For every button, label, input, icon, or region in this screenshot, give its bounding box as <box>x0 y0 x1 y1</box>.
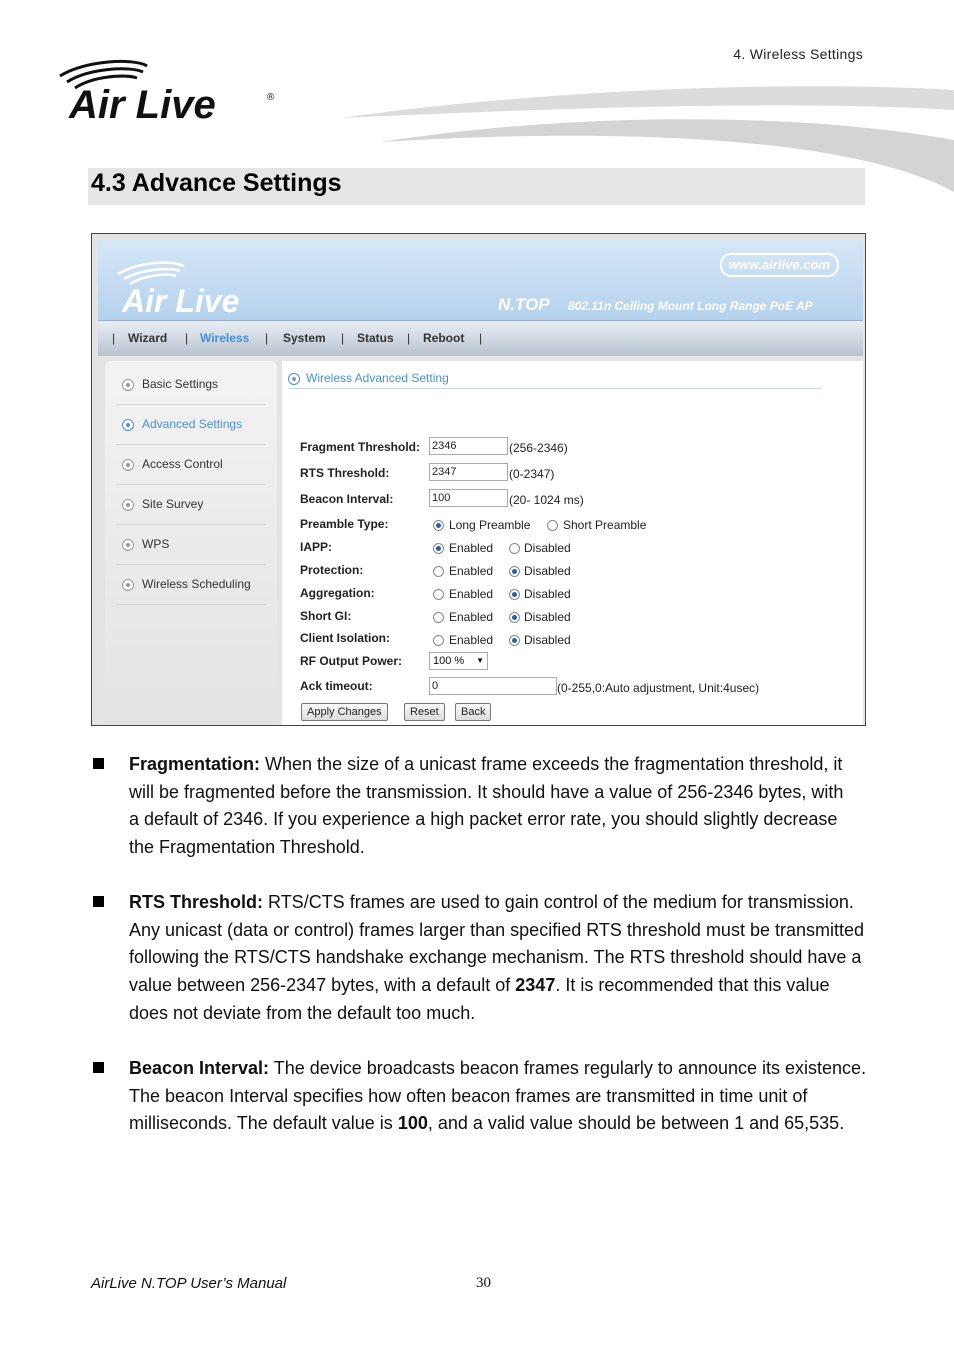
text-rts-2: . It is recommended that this value does not deviate from the default too much. <box>129 975 830 1023</box>
sidebar-item-label: Basic Settings <box>142 377 219 391</box>
nav-reboot[interactable]: Reboot <box>423 331 465 345</box>
paragraph-beacon <box>129 1055 874 1138</box>
label-client-isolation: Client Isolation: <box>300 631 390 645</box>
sidebar-item-label: Access Control <box>142 457 223 471</box>
rts-default-value: 2347 <box>515 975 556 996</box>
airlive-logo <box>55 58 285 124</box>
label-fragment-threshold: Fragment Threshold: <box>300 440 421 454</box>
sidebar-item-label: Wireless Scheduling <box>142 577 251 591</box>
label-aggregation: Aggregation: <box>300 586 375 600</box>
radio-label: Enabled <box>449 610 494 624</box>
radio-short-gi-enabled[interactable] <box>433 612 444 623</box>
fragment-threshold-hint: (256-2346) <box>509 441 568 455</box>
bullet-icon <box>122 459 134 471</box>
website-link[interactable]: www.airlive.com <box>720 253 839 277</box>
sidebar-item-basic-settings[interactable] <box>116 364 266 405</box>
radio-iapp-disabled[interactable] <box>509 543 520 554</box>
nav-separator: | <box>112 331 116 345</box>
radio-label: Enabled <box>449 587 494 601</box>
nav-separator: | <box>341 331 345 345</box>
device-logo <box>114 260 294 320</box>
chevron-down-icon: ▼ <box>476 656 484 665</box>
sidebar-item-site-survey[interactable] <box>116 484 266 525</box>
bullet-icon <box>122 499 134 511</box>
ack-timeout-hint: (0-255,0:Auto adjustment, Unit:4usec) <box>557 681 760 695</box>
rf-output-power-select[interactable] <box>429 652 488 670</box>
product-description: 802.11n Ceiling Mount Long Range PoE AP <box>568 299 813 313</box>
label-beacon-interval: Beacon Interval: <box>300 492 394 506</box>
paragraph-fragmentation <box>129 751 849 862</box>
label-rf-output-power: RF Output Power: <box>300 654 402 668</box>
term-rts: RTS Threshold: <box>129 892 263 912</box>
beacon-interval-input[interactable]: 100 <box>429 489 508 507</box>
text-rts-1: RTS/CTS frames are used to gain control of the medium for transmission. Any unicast (data or control) frames larger than specified RTS threshold must be transmitted following the RTS/CTS handshake exchange mechanism. The RTS threshold should have a value between 256-2347 bytes, with a default of <box>129 892 865 996</box>
bullet-icon <box>288 373 300 385</box>
content-title <box>288 371 449 385</box>
radio-isolation-enabled[interactable] <box>433 635 444 646</box>
term-fragmentation: Fragmentation: <box>129 754 261 774</box>
label-iapp: IAPP: <box>300 540 333 554</box>
nav-wireless[interactable]: Wireless <box>200 331 250 345</box>
radio-label: Enabled <box>449 564 494 578</box>
rts-threshold-input[interactable]: 2347 <box>429 463 508 481</box>
sidebar-item-access-control[interactable] <box>116 444 266 485</box>
sidebar-item-advanced-settings[interactable] <box>116 404 266 445</box>
bullet-icon <box>122 539 134 551</box>
paragraph-rts <box>129 889 869 1028</box>
radio-protection-enabled[interactable] <box>433 566 444 577</box>
sidebar-item-wireless-scheduling[interactable] <box>116 564 266 605</box>
svg-text:®: ® <box>267 92 275 103</box>
radio-label: Short Preamble <box>563 518 647 532</box>
text-fragmentation: When the size of a unicast frame exceeds the fragmentation threshold, it will be fragmented before the transmission. It should have a value of 256-2346 bytes, with a default of 2346. If you experience a high packet error rate, you should slightly decrease the Fragmentation Threshold. <box>129 754 844 858</box>
page-number: 30 <box>476 1275 491 1291</box>
radio-aggregation-enabled[interactable] <box>433 589 444 600</box>
beacon-interval-hint: (20- 1024 ms) <box>509 493 584 507</box>
sidebar-item-wps[interactable] <box>116 524 266 565</box>
product-name: N.TOP <box>498 295 550 314</box>
content-title-text: Wireless Advanced Setting <box>306 371 449 385</box>
radio-isolation-disabled[interactable] <box>509 635 520 646</box>
sidebar-item-label: Site Survey <box>142 497 204 511</box>
radio-label: Enabled <box>449 633 494 647</box>
term-beacon: Beacon Interval: <box>129 1058 270 1078</box>
radio-short-preamble[interactable] <box>547 520 558 531</box>
ack-timeout-input[interactable]: 0 <box>429 677 557 695</box>
radio-label: Disabled <box>524 610 571 624</box>
nav-status[interactable]: Status <box>357 331 394 345</box>
nav-separator: | <box>265 331 269 345</box>
bullet-square-icon <box>93 758 104 769</box>
radio-label: Disabled <box>524 587 571 601</box>
sidebar-item-label: WPS <box>142 537 170 551</box>
text-beacon-1: The device broadcasts beacon frames regularly to announce its existence. The beacon Interval specifies how often beacon frames are transmitted in time unit of milliseconds. The default value is <box>129 1058 867 1134</box>
radio-protection-disabled[interactable] <box>509 566 520 577</box>
label-ack-timeout: Ack timeout: <box>300 679 373 693</box>
radio-aggregation-disabled[interactable] <box>509 589 520 600</box>
bullet-square-icon <box>93 896 104 907</box>
sidebar-item-label: Advanced Settings <box>142 417 243 431</box>
nav-separator: | <box>407 331 411 345</box>
nav-separator: | <box>185 331 189 345</box>
fragment-threshold-input[interactable]: 2346 <box>429 437 508 455</box>
radio-label: Disabled <box>524 633 571 647</box>
label-protection: Protection: <box>300 563 364 577</box>
label-rts-threshold: RTS Threshold: <box>300 466 390 480</box>
svg-text:Air Live: Air Live <box>69 83 216 124</box>
nav-separator: | <box>479 331 483 345</box>
radio-label: Long Preamble <box>449 518 531 532</box>
divider <box>288 388 822 389</box>
text-beacon-2: , and a valid value should be between 1 and 65,535. <box>427 1113 845 1134</box>
settings-content <box>282 361 863 726</box>
nav-wizard[interactable]: Wizard <box>128 331 168 345</box>
label-preamble-type: Preamble Type: <box>300 517 389 531</box>
radio-iapp-enabled[interactable] <box>433 543 444 554</box>
radio-label: Disabled <box>524 564 571 578</box>
label-short-gi: Short GI: <box>300 609 352 623</box>
back-button[interactable]: Back <box>455 703 491 721</box>
top-nav <box>98 320 863 356</box>
device-screenshot <box>91 233 866 726</box>
radio-label: Disabled <box>524 541 571 555</box>
footer-manual-title: AirLive N.TOP User’s Manual <box>91 1275 287 1292</box>
reset-button[interactable]: Reset <box>404 703 445 721</box>
settings-sidebar <box>105 361 277 726</box>
bullet-square-icon <box>93 1062 104 1073</box>
select-value: 100 % <box>433 655 465 667</box>
section-title: 4.3 Advance Settings <box>91 169 342 197</box>
svg-text:Air Live: Air Live <box>122 283 240 319</box>
apply-changes-button[interactable]: Apply Changes <box>301 703 388 721</box>
chapter-header: 4. Wireless Settings <box>733 46 863 62</box>
radio-short-gi-disabled[interactable] <box>509 612 520 623</box>
bullet-icon <box>122 419 134 431</box>
beacon-default-value: 100 <box>397 1113 428 1134</box>
radio-label: Enabled <box>449 541 494 555</box>
bullet-icon <box>122 379 134 391</box>
bullet-icon <box>122 579 134 591</box>
nav-system[interactable]: System <box>283 331 326 345</box>
radio-long-preamble[interactable] <box>433 520 444 531</box>
rts-threshold-hint: (0-2347) <box>509 467 555 481</box>
